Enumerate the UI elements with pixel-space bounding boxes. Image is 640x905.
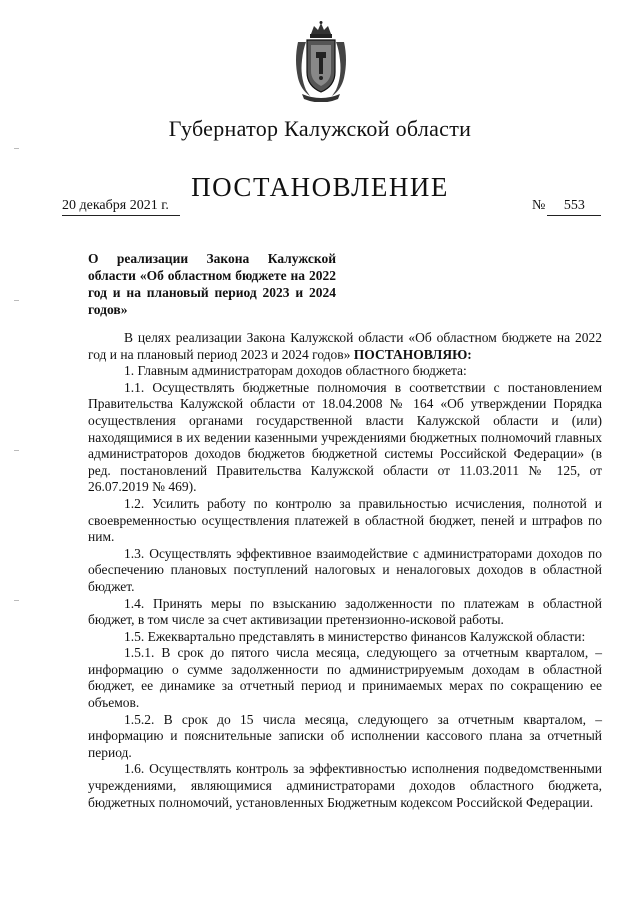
- paragraph-1-1: 1.1. Осуществлять бюджетные полномочия в соответствии с постановлением Правительства Калужской области от 18.04.2008 № 164 «Об утверждении Порядка осуществления органами государственной власти Калужской области и (или) находящимися в их ведении казенными учреждениями бюджетных полномочий главных администраторов доходов бюджетов бюджетной системы Российской Федерации» (в ред. постановлений Правительства Калужской области от 11.03.2011 № 125, от 26.07.2019 № 469).: [88, 379, 602, 495]
- intro-paragraph: [88, 330, 602, 363]
- scan-mark: [14, 148, 19, 149]
- document-type-title: ПОСТАНОВЛЕНИЕ: [191, 172, 449, 202]
- document-date: 20 декабря 2021 г.: [62, 198, 180, 216]
- paragraph-1-2: 1.2. Усилить работу по контролю за правильностью исчисления, полнотой и своевременностью осуществления платежей в областной бюджет, пеней и штрафов по ним.: [88, 495, 602, 545]
- scan-mark: [14, 600, 19, 601]
- intro-text: В целях реализации Закона Калужской области «Об областном бюджете на 2022 год и на плановый период 2023 и 2024 годов»: [88, 330, 602, 362]
- document-number-block: [532, 198, 601, 216]
- paragraph-1: 1. Главным администраторам доходов областного бюджета:: [124, 363, 467, 379]
- decree-word: ПОСТАНОВЛЯЮ:: [353, 346, 472, 362]
- number-sign: №: [532, 198, 546, 213]
- document-number: 553: [547, 198, 601, 216]
- paragraph-1-5-1: 1.5.1. В срок до пятого числа месяца, следующего за отчетным кварталом, – информацию о сумме задолженности по администрируемым доходам в областной бюджет, ее динамике за отчетный период и принимаемых мерах по сокращению ее объемов.: [88, 645, 602, 711]
- scan-mark: [14, 300, 19, 301]
- coat-of-arms-emblem: [292, 20, 350, 102]
- paragraph-1-3: 1.3. Осуществлять эффективное взаимодействие с администраторами доходов по обеспечению плановых поступлений налоговых и неналоговых доходов в областной бюджет.: [88, 545, 602, 594]
- document-body: [88, 330, 602, 811]
- document-subject: О реализации Закона Калужской области «Об областном бюджете на 2022 год и на плановый период 2023 и 2024 годов»: [88, 251, 336, 317]
- paragraph-1-4: 1.4. Принять меры по взысканию задолженности по платежам в областной бюджет, в том числе за счет активизации претензионно-исковой работы.: [88, 595, 602, 628]
- issuing-authority: Губернатор Калужской области: [168, 116, 472, 141]
- paragraph-1-5: 1.5. Ежеквартально представлять в министерство финансов Калужской области:: [124, 628, 586, 644]
- scan-mark: [14, 450, 19, 451]
- paragraph-1-6: 1.6. Осуществлять контроль за эффективностью исполнения подведомственными учреждениями, являющимися администраторами доходов областного бюджета, бюджетных полномочий, установленных Бюджетным кодексом Российской Федерации.: [88, 761, 602, 810]
- paragraph-1-5-2: 1.5.2. В срок до 15 числа месяца, следующего за отчетным кварталом, – информацию и пояснительные записки об исполнении кассового плана за отчетный период.: [88, 711, 602, 760]
